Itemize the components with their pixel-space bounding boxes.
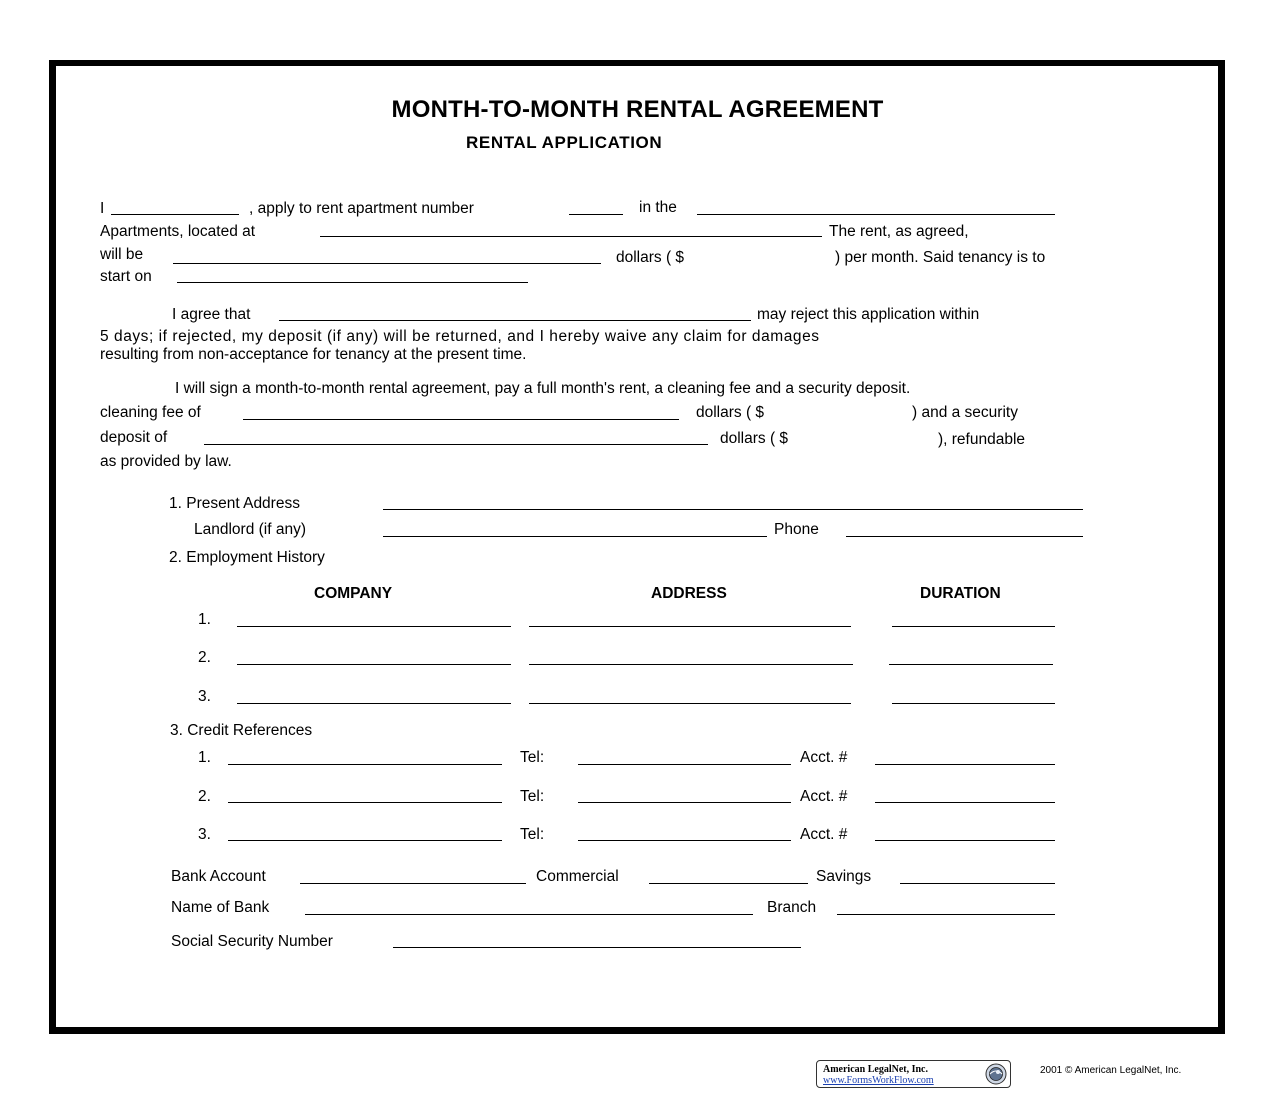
location-field[interactable]: [320, 236, 822, 237]
logo-url-link[interactable]: www.FormsWorkFlow.com: [823, 1075, 934, 1086]
credit-2-acct-field[interactable]: [875, 802, 1055, 803]
document-subtitle: RENTAL APPLICATION: [466, 133, 663, 152]
text-per-month: ) per month. Said tenancy is to: [835, 249, 1046, 266]
cleaning-fee-field[interactable]: [243, 419, 679, 420]
label-acct: Acct. #: [800, 788, 848, 805]
label-acct: Acct. #: [800, 826, 848, 843]
start-date-field[interactable]: [177, 282, 528, 283]
credit-row-number: 1.: [198, 749, 211, 766]
page-border: [49, 60, 1225, 1034]
credit-row-number: 3.: [198, 826, 211, 843]
credit-3-tel-field[interactable]: [578, 840, 791, 841]
label-savings: Savings: [816, 868, 872, 885]
credit-3-name-field[interactable]: [228, 840, 502, 841]
column-duration: DURATION: [920, 585, 1001, 602]
present-address-field[interactable]: [383, 509, 1083, 510]
credit-row-number: 2.: [198, 788, 211, 805]
applicant-name-field[interactable]: [111, 214, 239, 215]
deposit-field[interactable]: [204, 444, 708, 445]
copyright-notice: 2001 © American LegalNet, Inc.: [1040, 1065, 1182, 1076]
credit-1-name-field[interactable]: [228, 764, 502, 765]
label-tel: Tel:: [520, 826, 545, 843]
text-will-be: will be: [100, 246, 144, 263]
landlord-phone-field[interactable]: [846, 536, 1083, 537]
ssn-field[interactable]: [393, 947, 801, 948]
bank-name-field[interactable]: [305, 914, 753, 915]
label-bank-account: Bank Account: [171, 868, 266, 885]
column-address: ADDRESS: [651, 585, 727, 602]
employment-2-duration-field[interactable]: [889, 664, 1053, 665]
label-phone: Phone: [774, 521, 819, 538]
landlord-name-field[interactable]: [279, 320, 751, 321]
text-cleaning-fee-of: cleaning fee of: [100, 404, 201, 421]
bank-account-field[interactable]: [300, 883, 526, 884]
apartment-number-field[interactable]: [569, 214, 623, 215]
label-ssn: Social Security Number: [171, 933, 333, 950]
text-rejection-terms: 5 days; if rejected, my deposit (if any) will be returned, and I hereby waive any claim for damages: [100, 328, 820, 345]
label-employment-history: 2. Employment History: [169, 549, 325, 566]
text-agree-that: I agree that: [172, 306, 251, 323]
text-apply: , apply to rent apartment number: [249, 200, 474, 217]
document-title: MONTH-TO-MONTH RENTAL AGREEMENT: [391, 96, 884, 123]
label-tel: Tel:: [520, 749, 545, 766]
text-in-the: in the: [639, 199, 677, 216]
credit-3-acct-field[interactable]: [875, 840, 1055, 841]
text-i: I: [100, 200, 105, 217]
text-rent-agreed: The rent, as agreed,: [829, 223, 969, 240]
label-name-of-bank: Name of Bank: [171, 899, 270, 916]
label-present-address: 1. Present Address: [169, 495, 300, 512]
employment-3-company-field[interactable]: [237, 703, 511, 704]
label-commercial: Commercial: [536, 868, 619, 885]
employment-3-address-field[interactable]: [529, 703, 851, 704]
text-dollars: dollars ( $: [616, 249, 685, 266]
text-refundable: ), refundable: [938, 431, 1026, 448]
american-legalnet-logo[interactable]: [816, 1060, 1011, 1088]
employment-1-address-field[interactable]: [529, 626, 851, 627]
employment-2-address-field[interactable]: [529, 664, 853, 665]
text-non-acceptance: resulting from non-acceptance for tenancy at the present time.: [100, 346, 527, 363]
apartments-name-field[interactable]: [697, 214, 1055, 215]
employment-3-duration-field[interactable]: [892, 703, 1055, 704]
text-sign-agreement: I will sign a month-to-month rental agreement, pay a full month's rent, a cleaning fee and a security deposit.: [175, 380, 911, 397]
credit-2-name-field[interactable]: [228, 802, 502, 803]
savings-field[interactable]: [900, 883, 1055, 884]
employment-row-number: 1.: [198, 611, 211, 628]
employment-2-company-field[interactable]: [237, 664, 511, 665]
landlord-field[interactable]: [383, 536, 767, 537]
employment-row-number: 2.: [198, 649, 211, 666]
credit-1-tel-field[interactable]: [578, 764, 791, 765]
logo-name: American LegalNet, Inc.: [823, 1064, 928, 1075]
label-tel: Tel:: [520, 788, 545, 805]
globe-icon: [985, 1063, 1007, 1085]
rent-words-field[interactable]: [173, 263, 601, 264]
text-dollars-deposit: dollars ( $: [720, 430, 789, 447]
label-credit-references: 3. Credit References: [170, 722, 313, 739]
text-start-on: start on: [100, 268, 152, 285]
column-company: COMPANY: [314, 585, 393, 602]
text-as-provided: as provided by law.: [100, 453, 232, 470]
credit-1-acct-field[interactable]: [875, 764, 1055, 765]
branch-field[interactable]: [837, 914, 1055, 915]
employment-1-duration-field[interactable]: [892, 626, 1055, 627]
text-apartments-located: Apartments, located at: [100, 223, 256, 240]
label-acct: Acct. #: [800, 749, 848, 766]
label-branch: Branch: [767, 899, 817, 916]
credit-2-tel-field[interactable]: [578, 802, 791, 803]
employment-1-company-field[interactable]: [237, 626, 511, 627]
commercial-field[interactable]: [649, 883, 808, 884]
text-may-reject: may reject this application within: [757, 306, 980, 323]
label-landlord: Landlord (if any): [194, 521, 307, 538]
text-dollars-cleaning: dollars ( $: [696, 404, 765, 421]
text-deposit-of: deposit of: [100, 429, 168, 446]
employment-row-number: 3.: [198, 688, 211, 705]
text-and-security: ) and a security: [912, 404, 1018, 421]
